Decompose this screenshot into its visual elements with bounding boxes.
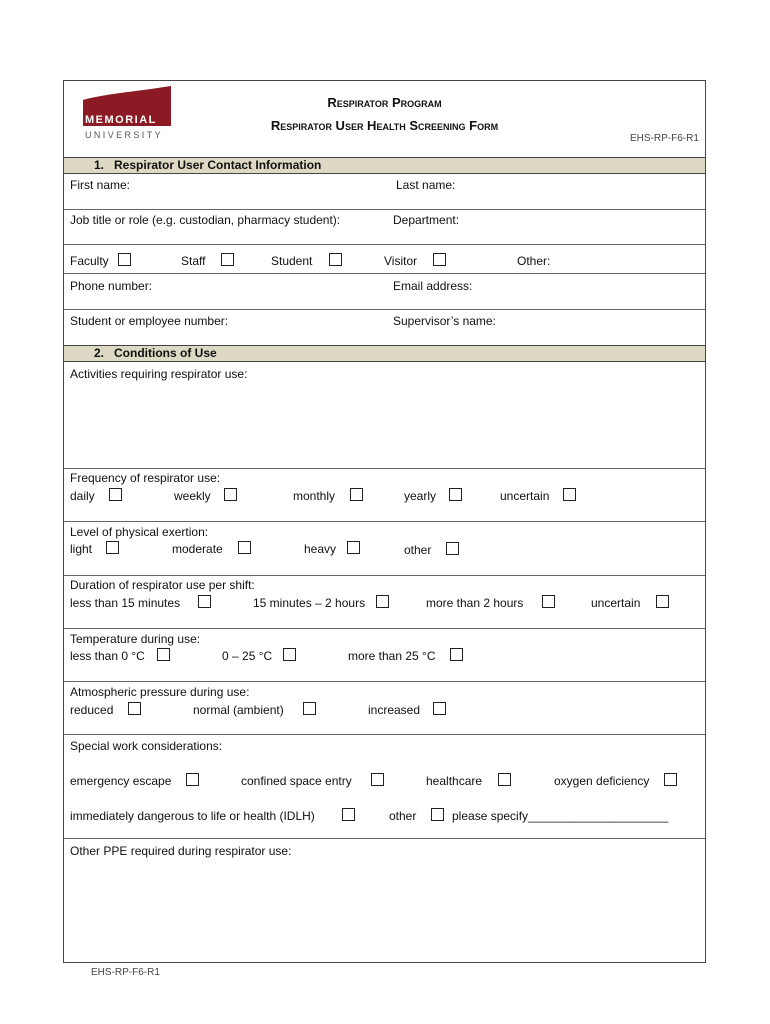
exertion-moderate-label: moderate [172, 542, 223, 556]
visitor-label: Visitor [384, 254, 418, 268]
last-name-label: Last name: [396, 178, 456, 192]
logo-text-memorial: MEMORIAL [85, 114, 157, 126]
special-emergency-escape-label: emergency escape [70, 774, 172, 788]
special-emergency-escape-checkbox[interactable] [186, 773, 199, 786]
pressure-reduced-checkbox[interactable] [128, 702, 141, 715]
temperature-0-25-label: 0 – 25 °C [222, 649, 273, 663]
special-confined-space-checkbox[interactable] [371, 773, 384, 786]
frequency-monthly-checkbox[interactable] [350, 488, 363, 501]
special-other-label: other [389, 809, 417, 823]
divider [64, 838, 705, 839]
exertion-moderate-checkbox[interactable] [238, 541, 251, 554]
staff-label: Staff [181, 254, 206, 268]
divider [64, 681, 705, 682]
exertion-other-checkbox[interactable] [446, 542, 459, 555]
special-healthcare-label: healthcare [426, 774, 483, 788]
duration-uncertain-label: uncertain [591, 596, 641, 610]
student-label: Student [271, 254, 313, 268]
divider [64, 628, 705, 629]
email-label: Email address: [393, 279, 473, 293]
footer-doc-id: EHS-RP-F6-R1 [91, 967, 160, 978]
student-employee-number-label: Student or employee number: [70, 314, 229, 328]
temperature-0-25-checkbox[interactable] [283, 648, 296, 661]
divider [64, 575, 705, 576]
special-considerations-label: Special work considerations: [70, 739, 223, 753]
duration-over-2h-checkbox[interactable] [542, 595, 555, 608]
other-label: Other: [517, 254, 551, 268]
header-doc-id: EHS-RP-F6-R1 [630, 133, 699, 144]
section-1-heading [64, 157, 705, 174]
duration-label: Duration of respirator use per shift: [70, 578, 255, 592]
divider [64, 244, 705, 245]
exertion-light-label: light [70, 542, 93, 556]
staff-checkbox[interactable] [221, 253, 234, 266]
frequency-yearly-checkbox[interactable] [449, 488, 462, 501]
faculty-checkbox[interactable] [118, 253, 131, 266]
special-idlh-label: immediately dangerous to life or health (IDLH) [70, 809, 315, 823]
duration-uncertain-checkbox[interactable] [656, 595, 669, 608]
divider [64, 468, 705, 469]
supervisor-label: Supervisor’s name: [393, 314, 496, 328]
frequency-daily-checkbox[interactable] [109, 488, 122, 501]
divider [64, 521, 705, 522]
special-healthcare-checkbox[interactable] [498, 773, 511, 786]
faculty-label: Faculty [70, 254, 109, 268]
pressure-reduced-label: reduced [70, 703, 114, 717]
duration-over-2h-label: more than 2 hours [426, 596, 524, 610]
divider [64, 734, 705, 735]
health-screening-form [63, 80, 706, 963]
duration-15-to-2h-label: 15 minutes – 2 hours [253, 596, 366, 610]
temperature-above-25-checkbox[interactable] [450, 648, 463, 661]
frequency-weekly-checkbox[interactable] [224, 488, 237, 501]
duration-under-15-label: less than 15 minutes [70, 596, 181, 610]
department-label: Department: [393, 213, 460, 227]
special-oxygen-deficiency-checkbox[interactable] [664, 773, 677, 786]
exertion-label: Level of physical exertion: [70, 525, 209, 539]
visitor-checkbox[interactable] [433, 253, 446, 266]
program-title: Respirator Program [327, 95, 442, 110]
other-ppe-label: Other PPE required during respirator use: [70, 844, 292, 858]
temperature-below-0-label: less than 0 °C [70, 649, 145, 663]
pressure-label: Atmospheric pressure during use: [70, 685, 250, 699]
frequency-monthly-label: monthly [293, 489, 336, 503]
special-oxygen-deficiency-label: oxygen deficiency [554, 774, 650, 788]
divider [64, 209, 705, 210]
frequency-uncertain-label: uncertain [500, 489, 550, 503]
duration-15-to-2h-checkbox[interactable] [376, 595, 389, 608]
section-2-title: 2. Conditions of Use [94, 346, 217, 360]
duration-under-15-checkbox[interactable] [198, 595, 211, 608]
pressure-increased-checkbox[interactable] [433, 702, 446, 715]
divider [64, 273, 705, 274]
logo-text-university: UNIVERSITY [85, 130, 164, 140]
exertion-heavy-label: heavy [304, 542, 337, 556]
special-confined-space-label: confined space entry [241, 774, 352, 788]
section-1-title: 1. Respirator User Contact Information [94, 158, 322, 172]
student-checkbox[interactable] [329, 253, 342, 266]
frequency-yearly-label: yearly [404, 489, 437, 503]
pressure-normal-label: normal (ambient) [193, 703, 284, 717]
temperature-above-25-label: more than 25 °C [348, 649, 436, 663]
pressure-normal-checkbox[interactable] [303, 702, 316, 715]
job-title-label: Job title or role (e.g. custodian, pharmacy student): [70, 213, 341, 227]
frequency-daily-label: daily [70, 489, 95, 503]
please-specify-field[interactable]: please specify_____________________ [452, 809, 669, 823]
first-name-label: First name: [70, 178, 131, 192]
divider [64, 309, 705, 310]
activities-label: Activities requiring respirator use: [70, 367, 248, 381]
temperature-label: Temperature during use: [70, 632, 201, 646]
phone-label: Phone number: [70, 279, 153, 293]
frequency-weekly-label: weekly [174, 489, 211, 503]
temperature-below-0-checkbox[interactable] [157, 648, 170, 661]
special-other-checkbox[interactable] [431, 808, 444, 821]
exertion-light-checkbox[interactable] [106, 541, 119, 554]
pressure-increased-label: increased [368, 703, 421, 717]
exertion-other-label: other [404, 543, 432, 557]
section-2-heading [64, 345, 705, 362]
frequency-label: Frequency of respirator use: [70, 471, 221, 485]
form-title: Respirator User Health Screening Form [270, 118, 499, 133]
frequency-uncertain-checkbox[interactable] [563, 488, 576, 501]
special-idlh-checkbox[interactable] [342, 808, 355, 821]
exertion-heavy-checkbox[interactable] [347, 541, 360, 554]
